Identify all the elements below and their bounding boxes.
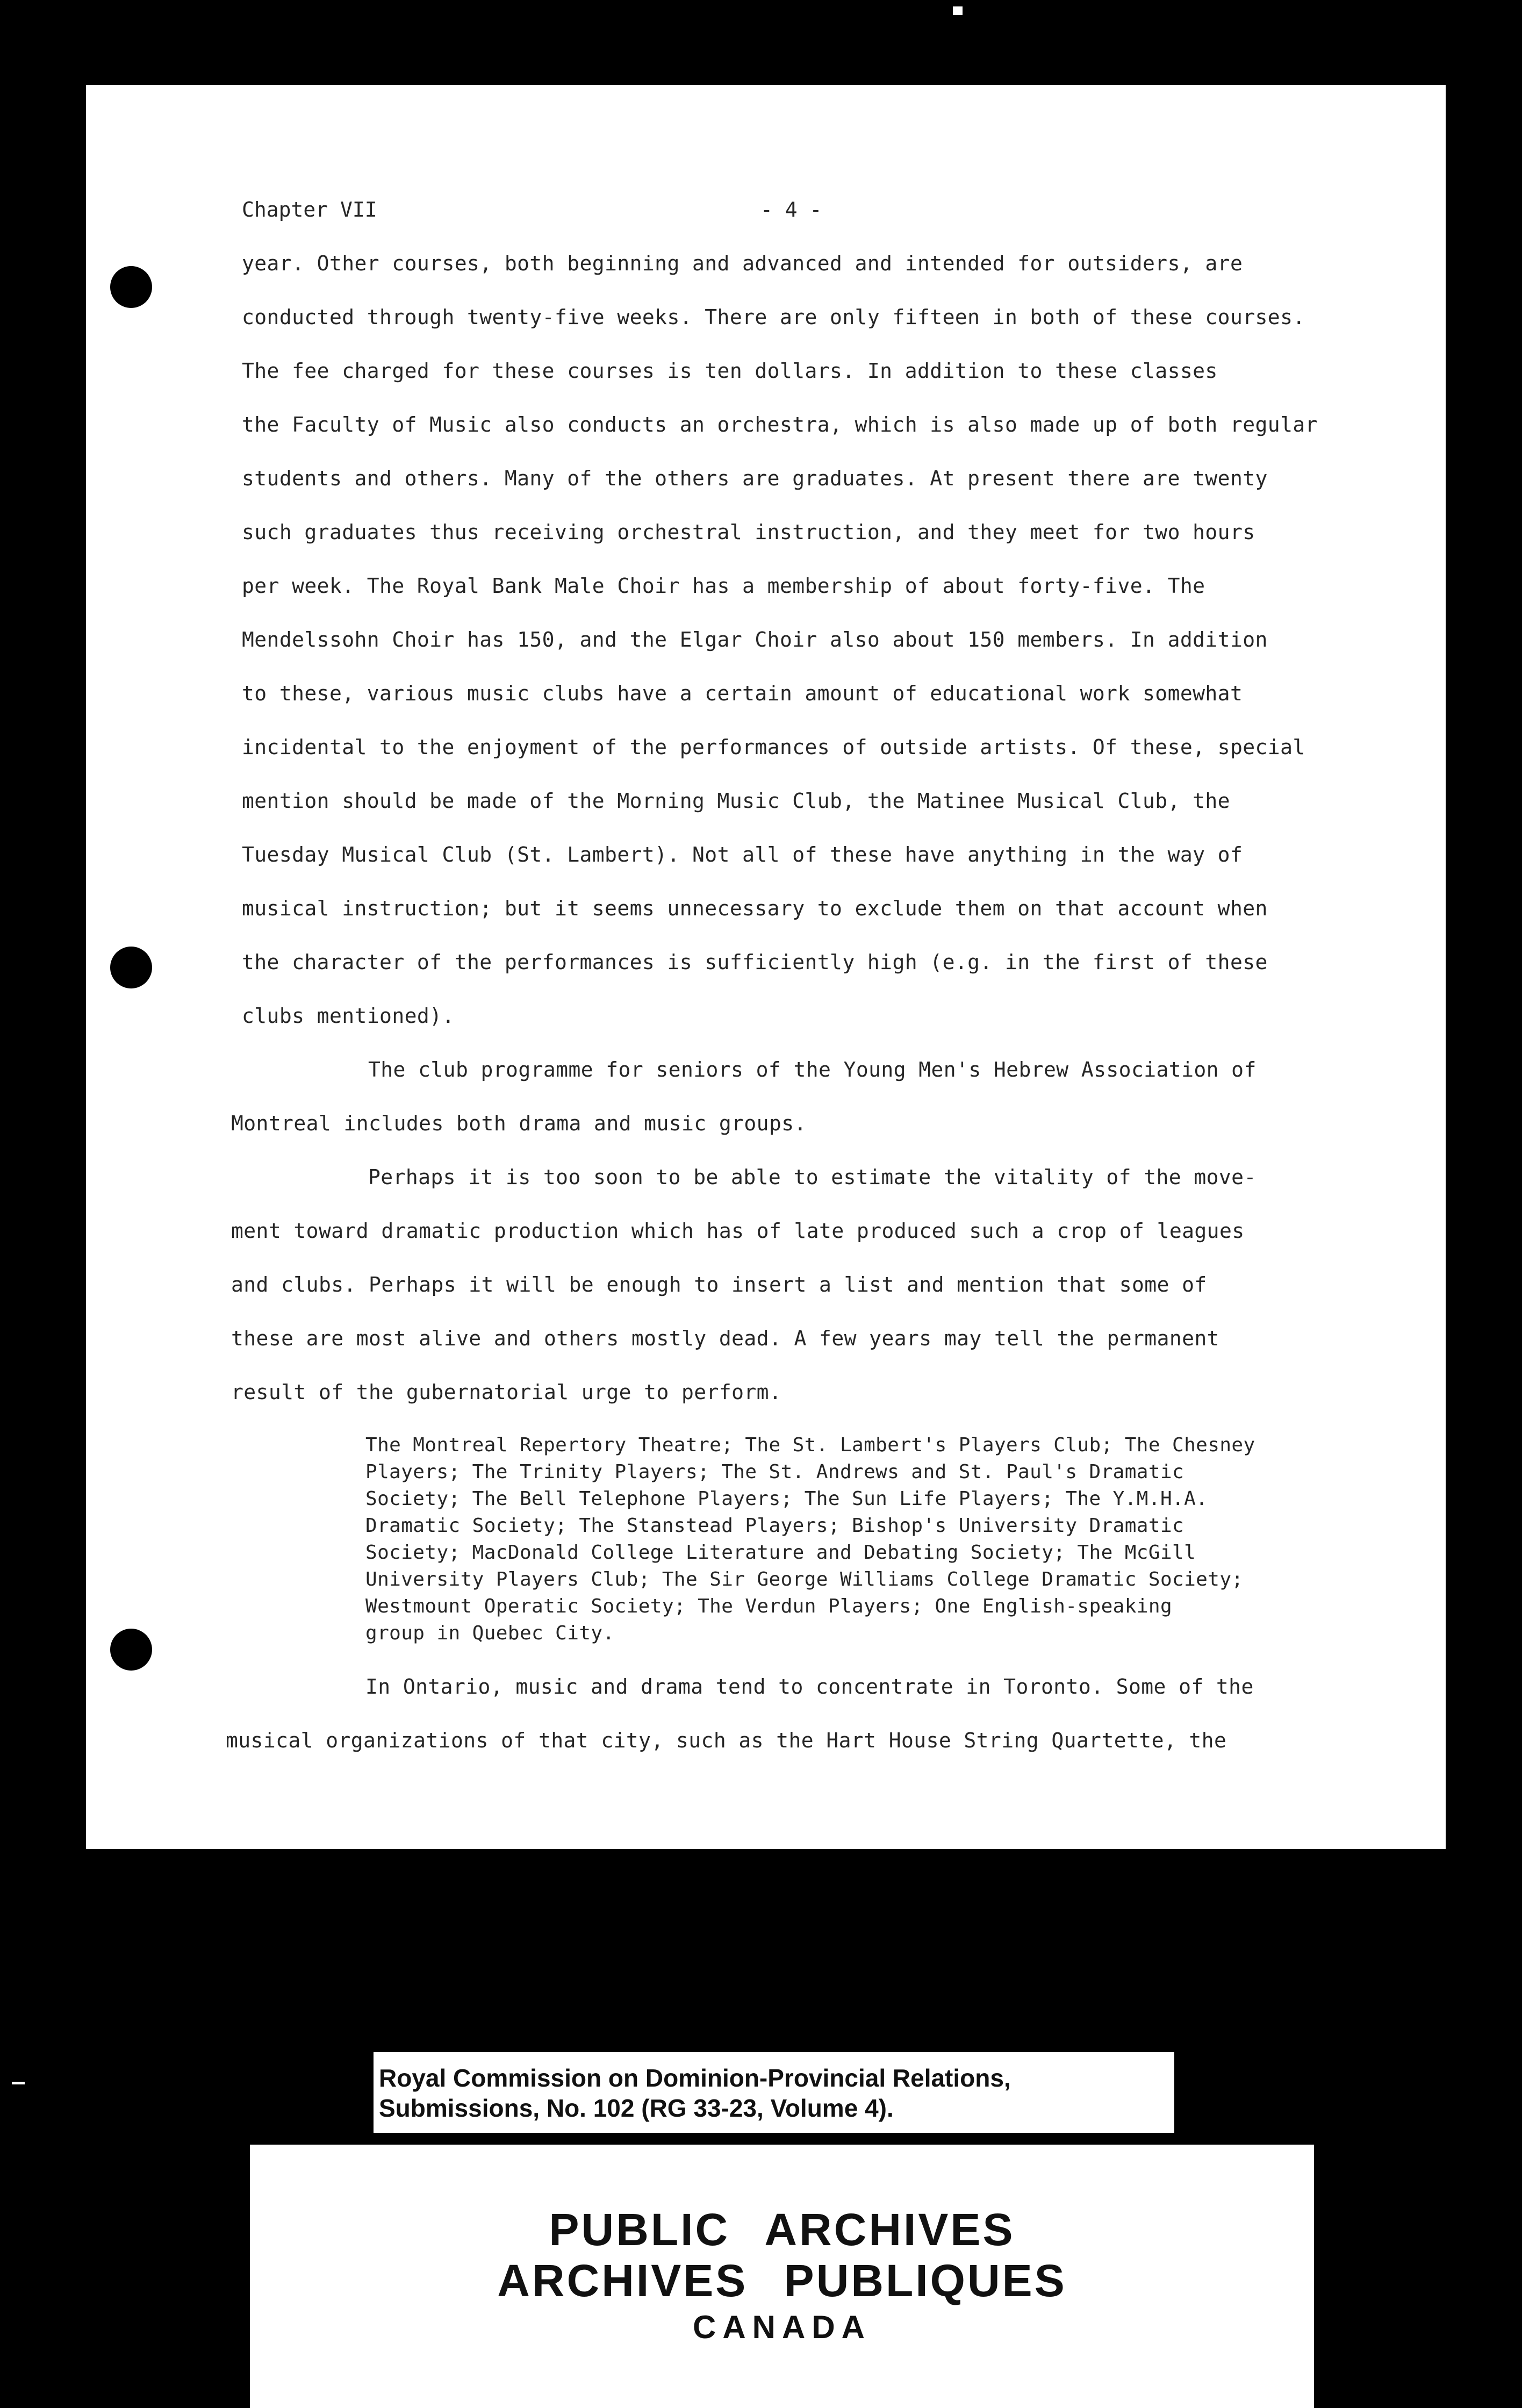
text-line: the Faculty of Music also conducts an orchestra, which is also made up of both regular [242,413,1318,436]
list-line: University Players Club; The Sir George Williams College Dramatic Society; [365,1568,1244,1590]
stamp-line-2: ARCHIVES PUBLIQUES [497,2255,1067,2306]
text-line: such graduates thus receiving orchestral instruction, and they meet for two hours [242,520,1255,544]
list-line: group in Quebec City. [365,1622,615,1644]
paragraph-start-line: The club programme for seniors of the Young Men's Hebrew Association of [368,1058,1257,1081]
text-line: and clubs. Perhaps it will be enough to insert a list and mention that some of [231,1273,1207,1296]
text-line: Tuesday Musical Club (St. Lambert). Not all of these have anything in the way of [242,843,1243,866]
slip-line-1: Royal Commission on Dominion-Provincial Relations, [379,2064,1011,2092]
text-line: Montreal includes both drama and music groups. [231,1112,807,1135]
text-line: incidental to the enjoyment of the performances of outside artists. Of these, special [242,735,1305,759]
text-line: these are most alive and others mostly dead. A few years may tell the permanent [231,1327,1219,1350]
archives-stamp [250,2145,1314,2408]
slip-line-2: Submissions, No. 102 (RG 33-23, Volume 4). [379,2094,894,2122]
text-line: musical organizations of that city, such as the Hart House String Quartette, the [226,1729,1227,1752]
list-line: Dramatic Society; The Stanstead Players; Bishop's University Dramatic [365,1515,1184,1537]
chapter-heading: Chapter VII [242,198,377,221]
text-line: ment toward dramatic production which has of late produced such a crop of leagues [231,1219,1245,1243]
text-line: students and others. Many of the others are graduates. At present there are twenty [242,467,1268,490]
text-line: clubs mentioned). [242,1004,455,1028]
stamp-line-1: PUBLIC ARCHIVES [549,2204,1015,2255]
text-line: musical instruction; but it seems unnecessary to exclude them on that account when [242,897,1268,920]
text-line: per week. The Royal Bank Male Choir has a membership of about forty-five. The [242,574,1205,598]
document-page [86,85,1446,1849]
list-line: Society; The Bell Telephone Players; The Sun Life Players; The Y.M.H.A. [365,1488,1208,1510]
page-number: - 4 - [760,198,822,221]
stamp-line-3: CANADA [693,2309,871,2345]
text-line: conducted through twenty-five weeks. There are only fifteen in both of these courses. [242,305,1305,329]
text-line: The fee charged for these courses is ten dollars. In addition to these classes [242,359,1218,383]
scan-speck [12,2082,25,2084]
list-line: Society; MacDonald College Literature and Debating Society; The McGill [365,1542,1196,1564]
text-line: result of the gubernatorial urge to perform. [231,1380,782,1404]
paragraph-start-line: In Ontario, music and drama tend to concentrate in Toronto. Some of the [365,1675,1254,1698]
text-line: to these, various music clubs have a certain amount of educational work somewhat [242,682,1243,705]
body-text [86,85,1446,1849]
paragraph-start-line: Perhaps it is too soon to be able to estimate the vitality of the move- [368,1165,1257,1189]
scan-speck [953,6,963,15]
list-line: Players; The Trinity Players; The St. Andrews and St. Paul's Dramatic [365,1461,1184,1483]
text-line: the character of the performances is sufficiently high (e.g. in the first of these [242,950,1268,974]
archival-reference-slip [374,2052,1174,2133]
text-line: year. Other courses, both beginning and advanced and intended for outsiders, are [242,252,1243,275]
text-line: mention should be made of the Morning Music Club, the Matinee Musical Club, the [242,789,1230,813]
list-line: Westmount Operatic Society; The Verdun Players; One English-speaking [365,1595,1173,1617]
text-line: Mendelssohn Choir has 150, and the Elgar Choir also about 150 members. In addition [242,628,1268,651]
list-line: The Montreal Repertory Theatre; The St. Lambert's Players Club; The Chesney [365,1434,1255,1456]
